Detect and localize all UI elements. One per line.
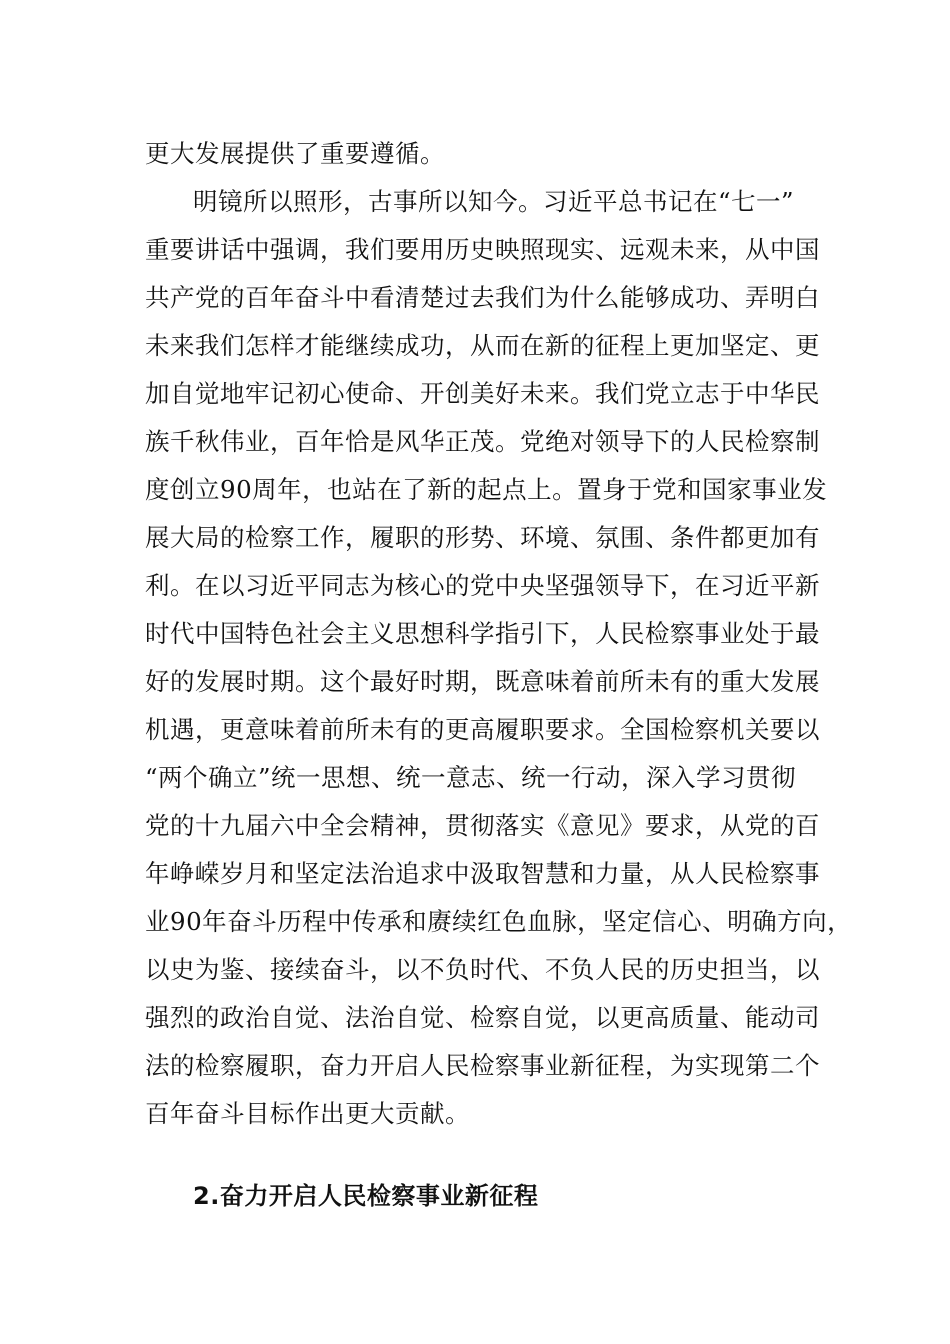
paragraph-line: 强烈的政治自觉、法治自觉、检察自觉，以更高质量、能动司 <box>145 1003 820 1032</box>
paragraph-line: 度创立90周年，也站在了新的起点上。置身于党和国家事业发 <box>145 475 828 504</box>
paragraph-line: 百年奋斗目标作出更大贡献。 <box>145 1099 470 1128</box>
paragraph-line: 共产党的百年奋斗中看清楚过去我们为什么能够成功、弄明白 <box>145 283 820 312</box>
paragraph-line: 机遇，更意味着前所未有的更高履职要求。全国检察机关要以 <box>145 715 820 744</box>
paragraph-line: 以史为鉴、接续奋斗，以不负时代、不负人民的历史担当，以 <box>145 955 820 984</box>
paragraph-line: 展大局的检察工作，履职的形势、环境、氛围、条件都更加有 <box>145 523 820 552</box>
paragraph-line: 未来我们怎样才能继续成功，从而在新的征程上更加坚定、更 <box>145 331 820 360</box>
paragraph-line: 加自觉地牢记初心使命、开创美好未来。我们党立志于中华民 <box>145 379 820 408</box>
paragraph-line: 法的检察履职，奋力开启人民检察事业新征程，为实现第二个 <box>145 1051 820 1080</box>
section-heading: 2.奋力开启人民检察事业新征程 <box>193 1182 539 1210</box>
paragraph-line: 重要讲话中强调，我们要用历史映照现实、远观未来，从中国 <box>145 235 820 264</box>
paragraph-line: “两个确立”统一思想、统一意志、统一行动，深入学习贯彻 <box>145 763 797 792</box>
paragraph-line: 好的发展时期。这个最好时期，既意味着前所未有的重大发展 <box>145 667 820 696</box>
paragraph-line: 族千秋伟业，百年恰是风华正茂。党绝对领导下的人民检察制 <box>145 427 820 456</box>
paragraph-line: 明镜所以照形，古事所以知今。习近平总书记在“七一” <box>193 187 795 216</box>
paragraph-line: 年峥嵘岁月和坚定法治追求中汲取智慧和力量，从人民检察事 <box>145 859 820 888</box>
paragraph-line: 党的十九届六中全会精神，贯彻落实《意见》要求，从党的百 <box>145 811 820 840</box>
paragraph-line: 业90年奋斗历程中传承和赓续红色血脉，坚定信心、明确方向， <box>145 907 853 936</box>
paragraph-line: 更大发展提供了重要遵循。 <box>145 139 445 168</box>
paragraph-line: 利。在以习近平同志为核心的党中央坚强领导下，在习近平新 <box>145 571 820 600</box>
paragraph-line: 时代中国特色社会主义思想科学指引下，人民检察事业处于最 <box>145 619 820 648</box>
